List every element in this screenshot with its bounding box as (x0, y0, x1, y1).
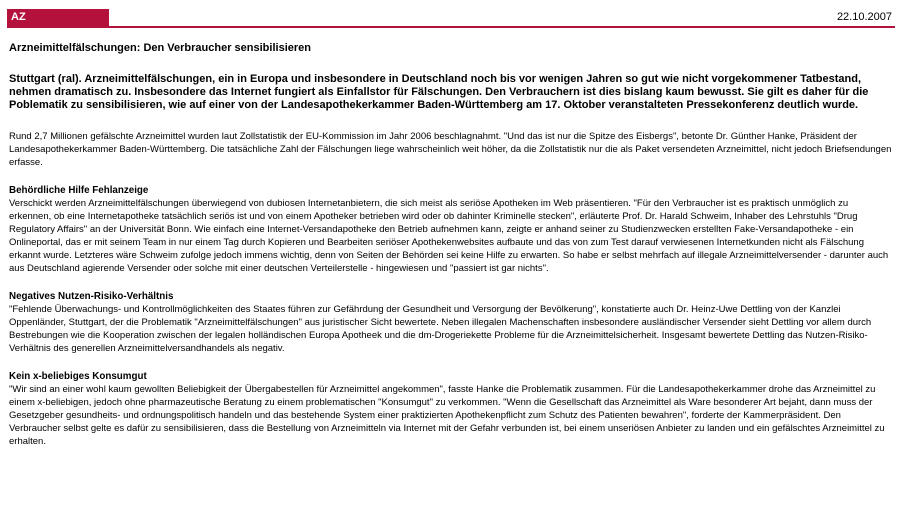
article-body (9, 42, 893, 448)
article-headline: Arzneimittelfälschungen: Den Verbraucher sensibilisieren (9, 42, 311, 54)
section-tag: AZ (7, 9, 109, 26)
article-header-bar (7, 9, 895, 28)
section-heading-behoerdliche-hilfe: Behördliche Hilfe Fehlanzeige (9, 185, 149, 196)
section-text-konsumgut: "Wir sind an einer wohl kaum gewollten Beliebigkeit der Übergabestellen für Arzneimittel angekommen", fasste Hanke die Problematik zusammen. Für die Landesapothekerkammer drohe das Arzneimittel zu einem x-beliebigen, jedoch ohne pharmazeutische Beratung zu einem problematischen "Konsumgut" zu verkommen. "Wenn die Gesellschaft das Arzneimittel als Ware besonderer Art bejaht, dann muss der Gesetzgeber gesundheits- und ordnungspolitisch handeln und das bestehende System einer praktizierten Apothekenpflicht zum Schutz des Patienten bewahren", forderte der Kammerpräsident. Den Verbraucher selbst gelte es dafür zu sensibilisieren, dass die Bestellung von Arzneimitteln via Internet mit der Gefahr verbunden ist, bei einem unseriösen Anbieter zu landen und ein gefälschtes Arzneimittel zu erhalten. (9, 384, 885, 447)
section-heading-konsumgut: Kein x-beliebiges Konsumgut (9, 371, 147, 382)
section-text-behoerdliche-hilfe: Verschickt werden Arzneimittelfälschungen überwiegend von dubiosen Internetanbietern, die sich meist als seriöse Apotheken im Web präsentieren. "Für den Verbraucher ist es praktisch unmöglich zu erkennen, ob eine Internetapotheke tatsächlich seriös ist und von einem Apotheker betrieben wird oder ob dahinter Kriminelle stecken", erläuterte Prof. Dr. Harald Schweim, Inhaber des Lehrstuhls "Drug Regulatory Affairs" an der Universität Bonn. Wie einfach eine Internet-Versandapotheke den Betrieb aufnehmen kann, zeigte er anhand seiner zu Studienzwecken erstellten Fake-Versandapotheke - ein Onlineportal, das er mit seinem Team in nur einem Tag durch Kopieren und Bearbeiten seriöser Apothekenwebsites aufbaute und das von zum Test darauf verwiesenen Internetkunden nicht als Fälschung erkannt wurde. Letzteres wäre Schweim zufolge jedoch immens wichtig, denn von Seiten der Behörden sei keine Hilfe zu erwarten. So habe er selbst mehrfach auf illegale Arzneimittelversender - darunter auch aus Deutschland agierende Versender oder solche mit einer deutschen Verteilerstelle - hingewiesen und "passiert ist gar nichts". (9, 198, 889, 274)
article-intro-paragraph: Rund 2,7 Millionen gefälschte Arzneimittel wurden laut Zollstatistik der EU-Kommission im Jahr 2006 beschlagnahmt. "Und das ist nur die Spitze des Eisbergs", betonte Dr. Günther Hanke, Präsident der Landesapothekerkammer Baden-Württemberg. Die tatsächliche Zahl der Fälschungen liege wahrscheinlich weit höher, da die Zollstatistik nur die als Paket versendeten Arzneimittel, nicht jedoch Briefsendungen erfasse. (9, 131, 892, 168)
section-text-nutzen-risiko: "Fehlende Überwachungs- und Kontrollmöglichkeiten des Staates führen zur Gefährdung der Gesundheit und Versorgung der Bevölkerung", konstatierte auch Dr. Heinz-Uwe Dettling von der Kanzlei Oppenländer, Stuttgart, der die Problematik "Arzneimittelfälschungen" aus juristischer Sicht bewertete. Neben illegalen Machenschaften insbesondere ausländischer Versender sieht Dettling vor allem durch Bestrebungen wie die Kooperation zwischen der legalen holländischen Europa Apotheek und die dm-Drogeriekette Probleme für die Arzneimittelsicherheit. Insgesamt bewertete Dettling das Nutzen-Risiko-Verhältnis des generellen Arzneimittelversandhandels als negativ. (9, 304, 872, 354)
publication-date: 22.10.2007 (836, 11, 892, 23)
section-heading-nutzen-risiko: Negatives Nutzen-Risiko-Verhältnis (9, 291, 174, 302)
article-lead: Stuttgart (ral). Arzneimittelfälschungen, ein in Europa und insbesondere in Deutschland noch bis vor wenigen Jahren so gut wie nicht vorgekommener Tatbestand, nehmen dramatisch zu. Insbesondere das Internet fungiert als Einfallstor für Fälschungen. Den Verbrauchern ist dies bislang kaum bewusst. Sie gilt es daher für die Poblematik zu sensibilisieren, wie auf einer von der Landesapothekerkammer Baden-Württemberg am 17. Oktober veranstalteten Pressekonferenz deutlich wurde. (9, 73, 869, 111)
